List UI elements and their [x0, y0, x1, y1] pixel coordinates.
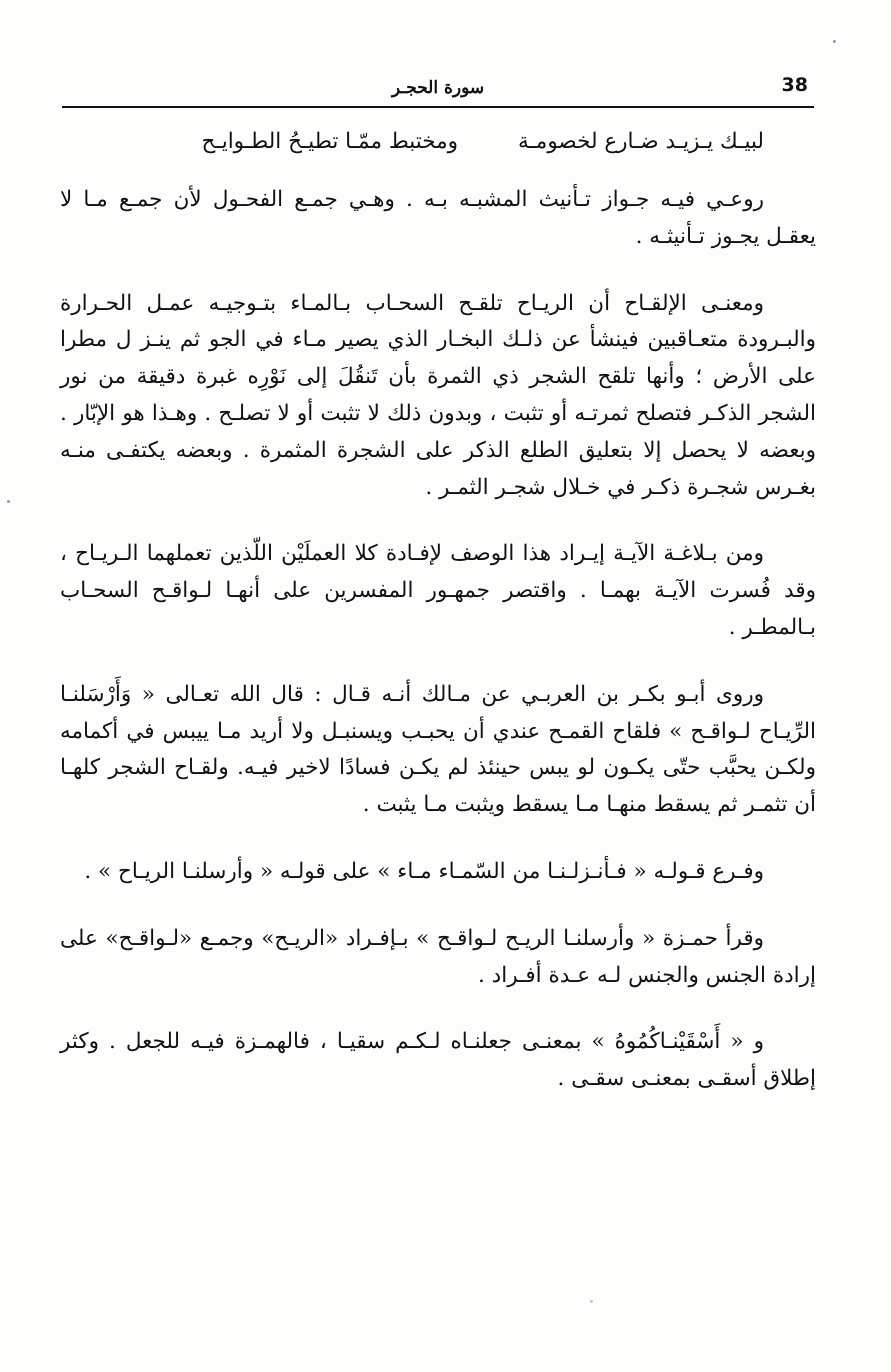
- paper-speck: [7, 500, 10, 503]
- page-header: [62, 70, 814, 108]
- verse-hemistich-second: ومختبط ممّـا تطيـحُ الطـوايـح: [201, 129, 458, 154]
- paragraph-ibn-arabi-narration: وروى أبـو بكـر بن العربـي عن مـالك أنـه قـال : قال الله تعـالى « وَأَرْسَلنـا الرِّيـاح لـواقـح » فلقاح القمـح عندي أن يحبـب ويسنبـل ولا أريد مـا ييبس في أكمامه ولكـن يحبَّب حتّى يكـون لو يبس حينئذ لم يكـن فسادًا لاخير فيـه. ولقـاح الشجر كلهـا أن تثمـر ثم يسقط منهـا مـا يسقط ويثبت مـا يثبت .: [60, 681, 816, 818]
- paragraph-consequence: وفـرع قـولـه « فـأنـزلـنـا من السّمـاء مـاء » على قولـه « وأرسلنـا الريـاح » .: [84, 858, 764, 884]
- page-body: [60, 118, 816, 1128]
- paper-speck: [833, 40, 836, 43]
- paragraph-rhetoric-of-verse: ومن بـلاغـة الآيـة إيـراد هذا الوصف لإفـادة كلا العملَيْن اللّذين تعملهما الـريـاح ، وقد فُسرت الآيـة بهمـا . واقتصر جمهـور المفسرين على أنهـا لـواقـح السحـاب بـالمطـر .: [60, 541, 816, 640]
- page-number: 38: [781, 74, 808, 96]
- paragraph-meaning-of-ilqah: ومعنـى الإلقـاح أن الريـاح تلقـح السحـاب بـالمـاء بتـوجيـه عمـل الحـرارة والبـرودة متعـاقبين فينشأ عن ذلـك البخـار الذي يصير مـاء في الجو ثم ينـز ل مطرا على الأرض ؛ وأنها تلقح الشجر ذي الثمرة بأن تَنقُلَ إلى نَوْرِه غبرة دقيقة من نور الشجر الذكـر فتصلح ثمرتـه أو تثبت ، وبدون ذلك لا تثبت أو لا تصلـح . وهـذا هو الإبّار . وبعضه لا يحصل إلا بتعليق الطلع الذكر على الشجرة المثمرة . وبعضه يكتفـى منـه بغـرس شجـرة ذكـر في خـلال شجـر الثمـر .: [60, 290, 816, 500]
- poetry-verse: [60, 118, 816, 160]
- paper-speck: [590, 1300, 593, 1303]
- paragraph-asqaynakumuhu: و « أَسْقَيْنـاكُمُوهُ » بمعنـى جعلنـاه لـكـم سقيـا ، فالهمـزة فيـه للجعل . وكثر إطلاق أسقـى بمعنـى سقـى .: [60, 1029, 816, 1092]
- surah-title: سورة الحجـر: [391, 78, 485, 98]
- paragraph-feminine-agreement: روعـي فيـه جـواز تـأنيث المشبـه بـه . وهـي جمـع الفحـول لأن جمـع مـا لا يعقـل يجـوز تـأنيثـه .: [60, 187, 816, 249]
- paragraph-hamza-reading: وقرأ حمـزة « وأرسلنـا الريـح لـواقـح » بـإفـراد «الريـح» وجمـع «لـواقـح» على إرادة الجنس والجنس لـه عـدة أفـراد .: [60, 925, 816, 988]
- verse-hemistich-first: لبيـك يـزيـد ضـارع لخصومـة: [517, 129, 764, 154]
